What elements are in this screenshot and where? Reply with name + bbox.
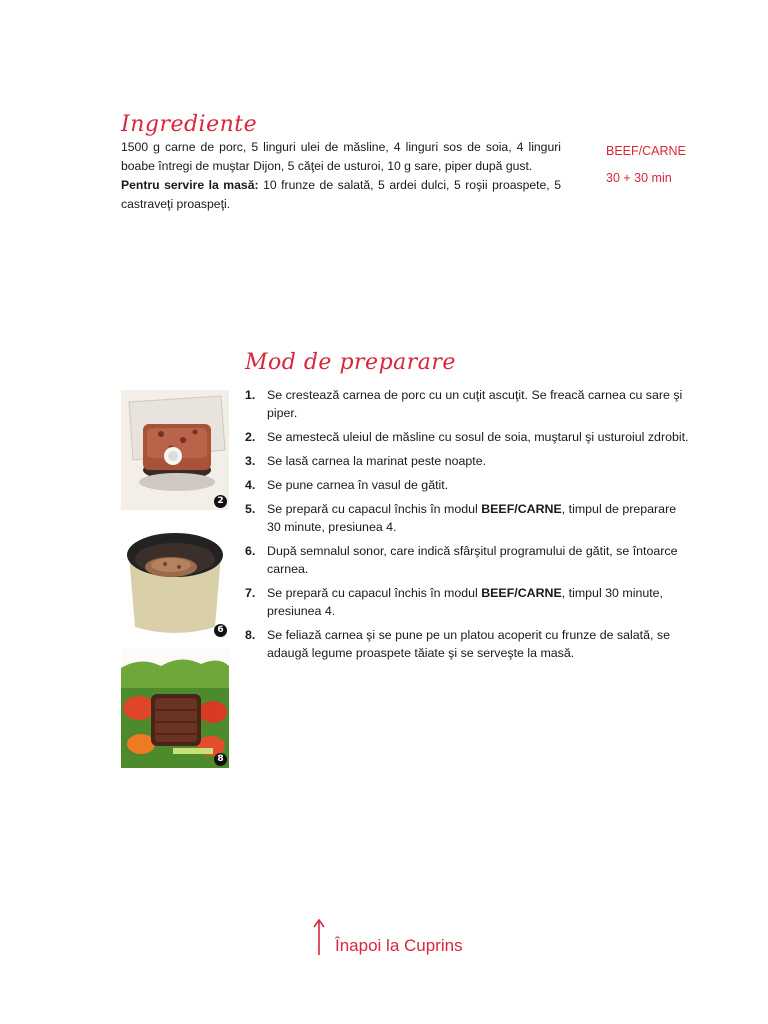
step-text-part: , timpul 30 minute, presiunea 4. [267, 586, 664, 618]
step-text: Se cresteazӑ carnea de porc cu un cuţit ascuţit. Se freacӑ carnea cu sare şi piper. [267, 388, 683, 420]
step-photo-cooking [121, 519, 229, 639]
serving-list: 10 frunze de salată, 5 ardei dulci, 5 roşii proaspete, 5 castraveţi proaspeţi. [121, 178, 561, 211]
step-item [245, 626, 693, 662]
step-number: 6. [245, 544, 256, 558]
step-item [245, 542, 693, 578]
cooker-pot-image [121, 519, 229, 639]
step-number: 8. [245, 628, 256, 642]
preparation-title: Mod de preparare [245, 350, 456, 375]
step-text: Se pune carnea în vasul de gӑtit. [267, 478, 449, 492]
step-item [245, 386, 693, 422]
step-number: 7. [245, 586, 256, 600]
cook-time: 30 + 30 min [606, 171, 672, 185]
ingredients-text-block [121, 138, 561, 214]
back-link-label: Înapoi la Cuprins [335, 936, 463, 955]
step-item [245, 584, 693, 620]
step-item [245, 500, 693, 536]
step-text-part: , timpul de preparare 30 minute, presiunea 4. [267, 502, 677, 534]
step-text [267, 500, 693, 536]
steps-list [245, 386, 693, 668]
step-item [245, 428, 693, 446]
step-text [267, 584, 693, 620]
photo-step-badge: 2 [214, 495, 227, 508]
step-program-name: BEEF/CARNE [481, 502, 562, 516]
step-text: Se amestecӑ uleiul de mӑsline cu sosul de soia, muştarul şi usturoiul zdrobit. [267, 430, 689, 444]
ingredients-list: 1500 g carne de porc, 5 linguri ulei de măsline, 4 linguri sos de soia, 4 linguri boabe întregi de muştar Dijon, 5 căţei de usturoi, 10 g sare, piper după gust. [121, 140, 561, 173]
photo-step-badge: 8 [214, 753, 227, 766]
step-program-name: BEEF/CARNE [481, 586, 562, 600]
program-label: BEEF/CARNE [606, 144, 686, 158]
step-item [245, 476, 693, 494]
step-text-part: Se preparӑ cu capacul închis în modul [267, 502, 482, 516]
step-item [245, 452, 693, 470]
step-text-part: Se preparӑ cu capacul închis în modul [267, 586, 482, 600]
arrow-up-icon [313, 918, 325, 956]
serving-platter-image [121, 648, 229, 768]
step-text: Se feliazӑ carnea şi se pune pe un platou acoperit cu frunze de salatӑ, se adaugӑ legume proaspete tӑiate şi se serveşte la masӑ. [267, 628, 670, 660]
step-number: 4. [245, 478, 256, 492]
marinating-bowl-image [121, 390, 229, 510]
step-photo-serving [121, 648, 229, 768]
step-number: 2. [245, 430, 256, 444]
serving-label: Pentru servire la masă: [121, 178, 259, 192]
back-to-contents-link[interactable] [313, 918, 463, 956]
step-photo-marinating [121, 390, 229, 510]
step-number: 3. [245, 454, 256, 468]
ingredients-title: Ingrediente [121, 112, 258, 137]
recipe-meta [606, 138, 686, 192]
step-number: 1. [245, 388, 256, 402]
step-text: Se lasӑ carnea la marinat peste noapte. [267, 454, 487, 468]
step-text: Dupӑ semnalul sonor, care indicӑ sfârşitul programului de gӑtit, se întoarce carnea. [267, 544, 678, 576]
step-number: 5. [245, 502, 256, 516]
photo-step-badge: 6 [214, 624, 227, 637]
